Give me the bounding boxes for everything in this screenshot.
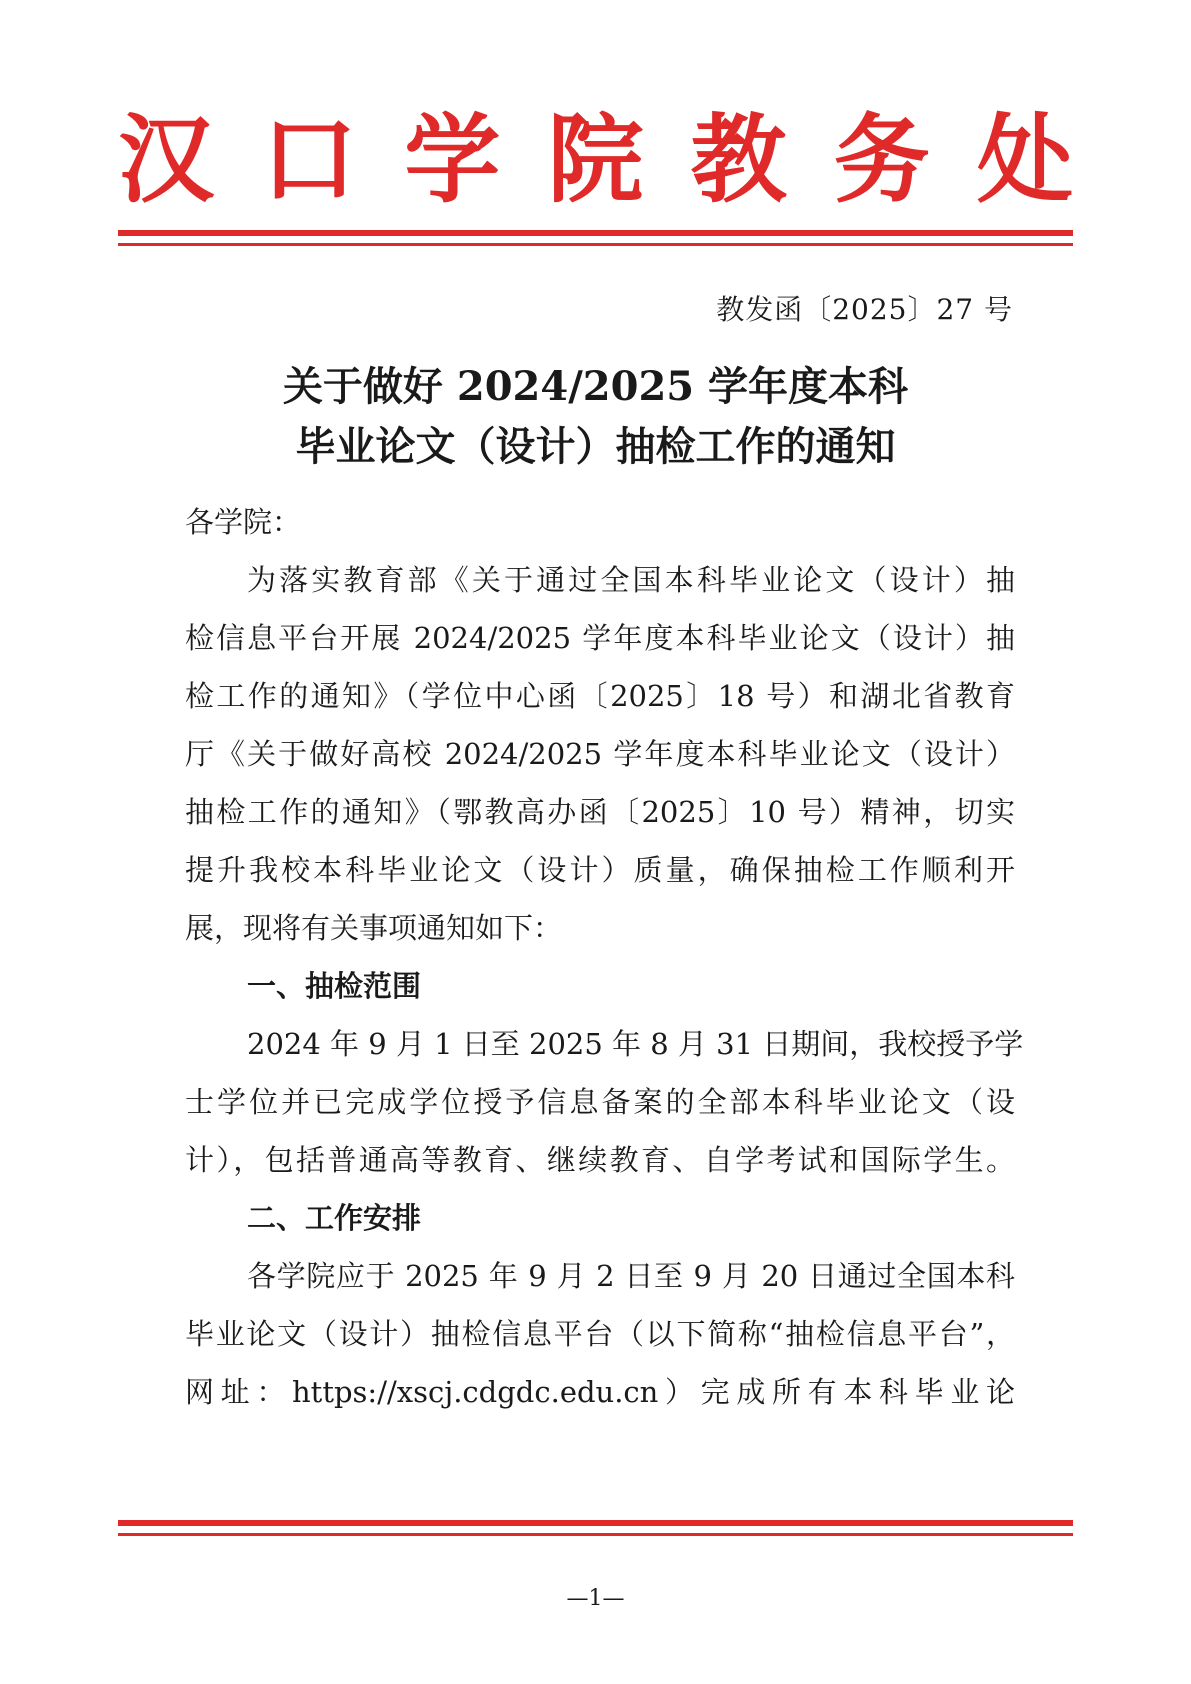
paragraph-line: 各学院应于 2025 年 9 月 2 日至 9 月 20 日通过全国本科 (247, 1259, 1015, 1293)
document-number: 教发函〔2025〕27 号 (716, 293, 1013, 326)
header-divider-thick (118, 230, 1073, 236)
section-heading-scope: 一、抽检范围 (247, 969, 422, 1003)
document-title-line-2: 毕业论文（设计）抽检工作的通知 (295, 423, 896, 470)
page-number: —1— (566, 1586, 625, 1611)
header-char: 教 (690, 103, 787, 216)
issuing-office-header (118, 105, 1073, 215)
paragraph-line: 抽检工作的通知》（鄂教高办函〔2025〕10 号）精神，切实 (185, 795, 1015, 829)
document-title-line-1: 关于做好 2024/2025 学年度本科 (282, 363, 909, 410)
header-char: 务 (833, 103, 930, 216)
section-heading-arrangement: 二、工作安排 (247, 1201, 422, 1235)
header-char: 口 (261, 103, 358, 216)
paragraph-line: 毕业论文（设计）抽检信息平台（以下简称“抽检信息平台”， (185, 1317, 1015, 1351)
paragraph-line: 提升我校本科毕业论文（设计）质量，确保抽检工作顺利开 (185, 853, 1015, 887)
header-char: 学 (404, 103, 501, 216)
header-divider-thin (118, 243, 1073, 246)
paragraph-line: 士学位并已完成学位授予信息备案的全部本科毕业论文（设 (185, 1085, 1015, 1119)
paragraph-line: 检工作的通知》（学位中心函〔2025〕18 号）和湖北省教育 (185, 679, 1015, 713)
paragraph-line: 为落实教育部《关于通过全国本科毕业论文（设计）抽 (247, 563, 1015, 597)
paragraph-line: 展，现将有关事项通知如下： (185, 911, 563, 945)
header-char: 院 (547, 103, 644, 216)
paragraph-line: 网址：https://xscj.cdgdc.edu.cn）完成所有本科毕业论 (185, 1375, 1015, 1409)
header-char: 处 (976, 103, 1073, 216)
paragraph-line: 检信息平台开展 2024/2025 学年度本科毕业论文（设计）抽 (185, 621, 1015, 655)
header-char: 汉 (118, 103, 214, 216)
footer-divider-thin (118, 1533, 1073, 1536)
paragraph-line: 2024 年 9 月 1 日至 2025 年 8 月 31 日期间，我校授予学 (247, 1027, 1024, 1061)
paragraph-line: 厅《关于做好高校 2024/2025 学年度本科毕业论文（设计） (185, 737, 1015, 771)
footer-divider-thick (118, 1520, 1073, 1526)
salutation: 各学院： (185, 505, 302, 539)
paragraph-line: 计），包括普通高等教育、继续教育、自学考试和国际学生。 (185, 1143, 1015, 1177)
